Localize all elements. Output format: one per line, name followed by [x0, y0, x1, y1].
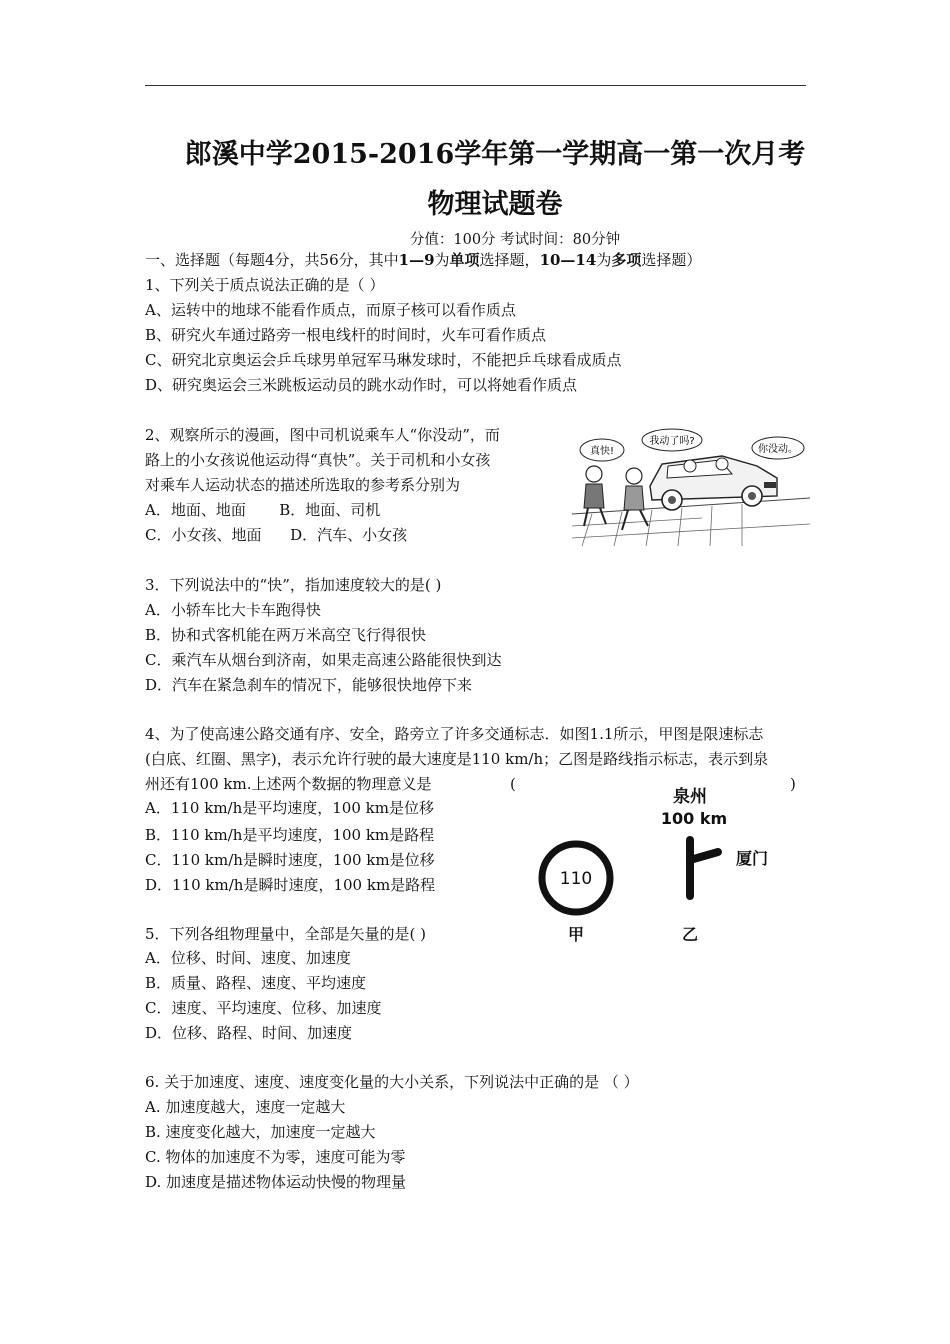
q4-stem-1: 4、为了使高速公路交通有序、安全，路旁立了许多交通标志．如图1.1所示，甲图是限速标志	[145, 725, 764, 743]
q6-option-c: C. 物体的加速度不为零，速度可能为零	[145, 1148, 406, 1166]
q2-options-cd: C．小女孩、地面 D．汽车、小女孩	[145, 526, 408, 544]
q1-option-c: C、研究北京奥运会乒乓球男单冠军马琳发球时，不能把乒乓球看成质点	[145, 351, 622, 369]
q4-option-d: D．110 km/h是瞬时速度，100 km是路程	[145, 876, 436, 894]
q5-option-b: B．质量、路程、速度、平均速度	[145, 974, 367, 992]
cartoon-illustration	[572, 426, 810, 548]
q1-option-a: A、运转中的地球不能看作质点，而原子核可以看作质点	[145, 301, 516, 319]
exam-meta: 分值：100分 考试时间：80分钟	[409, 232, 621, 248]
route-city: 泉州	[673, 787, 707, 807]
q2-stem-1: 2、观察所示的漫画，图中司机说乘车人“你没动”，而	[145, 426, 500, 444]
q4-paren-close: )	[790, 775, 796, 793]
q3-option-a: A．小轿车比大卡车跑得快	[145, 601, 321, 619]
q6-stem: 6. 关于加速度、速度、速度变化量的大小关系，下列说法中正确的是 （ ）	[145, 1073, 639, 1091]
q4-option-a: A．110 km/h是平均速度，100 km是位移	[145, 799, 434, 817]
bubble-driver-text: 你没动。	[758, 444, 798, 455]
q3-stem: 3．下列说法中的“快”，指加速度较大的是( )	[145, 576, 442, 594]
speed-limit-value: 110	[559, 869, 593, 889]
q4-stem-2: (白底、红圈、黑字)，表示允许行驶的最大速度是110 km/h；乙图是路线指示标志，表示到泉	[145, 750, 769, 768]
sign-label-yi: 乙	[681, 925, 699, 944]
exam-title: 郎溪中学2015-2016学年第一学期高一第一次月考	[184, 139, 806, 170]
sign-label-jia: 甲	[567, 925, 585, 944]
q6-option-b: B. 速度变化越大，加速度一定越大	[145, 1123, 376, 1141]
q3-option-b: B．协和式客机能在两万米高空飞行得很快	[145, 626, 427, 644]
header-rule	[145, 85, 806, 86]
section-heading: 一、选择题（每题4分，共56分，其中1—9为单项选择题，10—14为多项选择题）	[145, 251, 702, 269]
q2-stem-2: 路上的小女孩说他运动得“真快”。关于司机和小女孩	[145, 451, 491, 469]
q5-stem: 5．下列各组物理量中，全部是矢量的是( )	[145, 925, 427, 943]
bubble-girl-text: 真快!	[589, 446, 615, 457]
q1-stem: 1、下列关于质点说法正确的是（ ）	[145, 276, 385, 294]
q5-option-d: D．位移、路程、时间、加速度	[145, 1024, 353, 1042]
q6-option-d: D. 加速度是描述物体运动快慢的物理量	[145, 1173, 407, 1191]
q4-paren-open: (	[510, 775, 516, 793]
q5-option-a: A．位移、时间、速度、加速度	[145, 949, 351, 967]
q4-option-b: B．110 km/h是平均速度，100 km是路程	[145, 826, 435, 844]
route-distance: 100 km	[660, 809, 728, 828]
q3-option-c: C．乘汽车从烟台到济南，如果走高速公路能很快到达	[145, 651, 502, 669]
bubble-passenger-text: 我动了吗?	[649, 436, 695, 447]
q6-option-a: A. 加速度越大，速度一定越大	[145, 1098, 346, 1116]
q4-option-c: C．110 km/h是瞬时速度，100 km是位移	[145, 851, 435, 869]
q1-option-d: D、研究奥运会三米跳板运动员的跳水动作时，可以将她看作质点	[145, 376, 578, 394]
q4-stem-3: 州还有100 km.上述两个数据的物理意义是	[145, 775, 432, 793]
q2-stem-3: 对乘车人运动状态的描述所选取的参考系分别为	[145, 476, 461, 494]
traffic-signs-figure	[530, 780, 790, 950]
q2-options-ab: A．地面、地面 B．地面、司机	[145, 501, 381, 519]
q1-option-b: B、研究火车通过路旁一根电线杆的时间时，火车可看作质点	[145, 326, 547, 344]
q3-option-d: D．汽车在紧急刹车的情况下，能够很快地停下来	[145, 676, 473, 694]
route-branch: 厦门	[735, 849, 769, 868]
exam-subtitle: 物理试题卷	[427, 189, 563, 220]
q5-option-c: C．速度、平均速度、位移、加速度	[145, 999, 382, 1017]
